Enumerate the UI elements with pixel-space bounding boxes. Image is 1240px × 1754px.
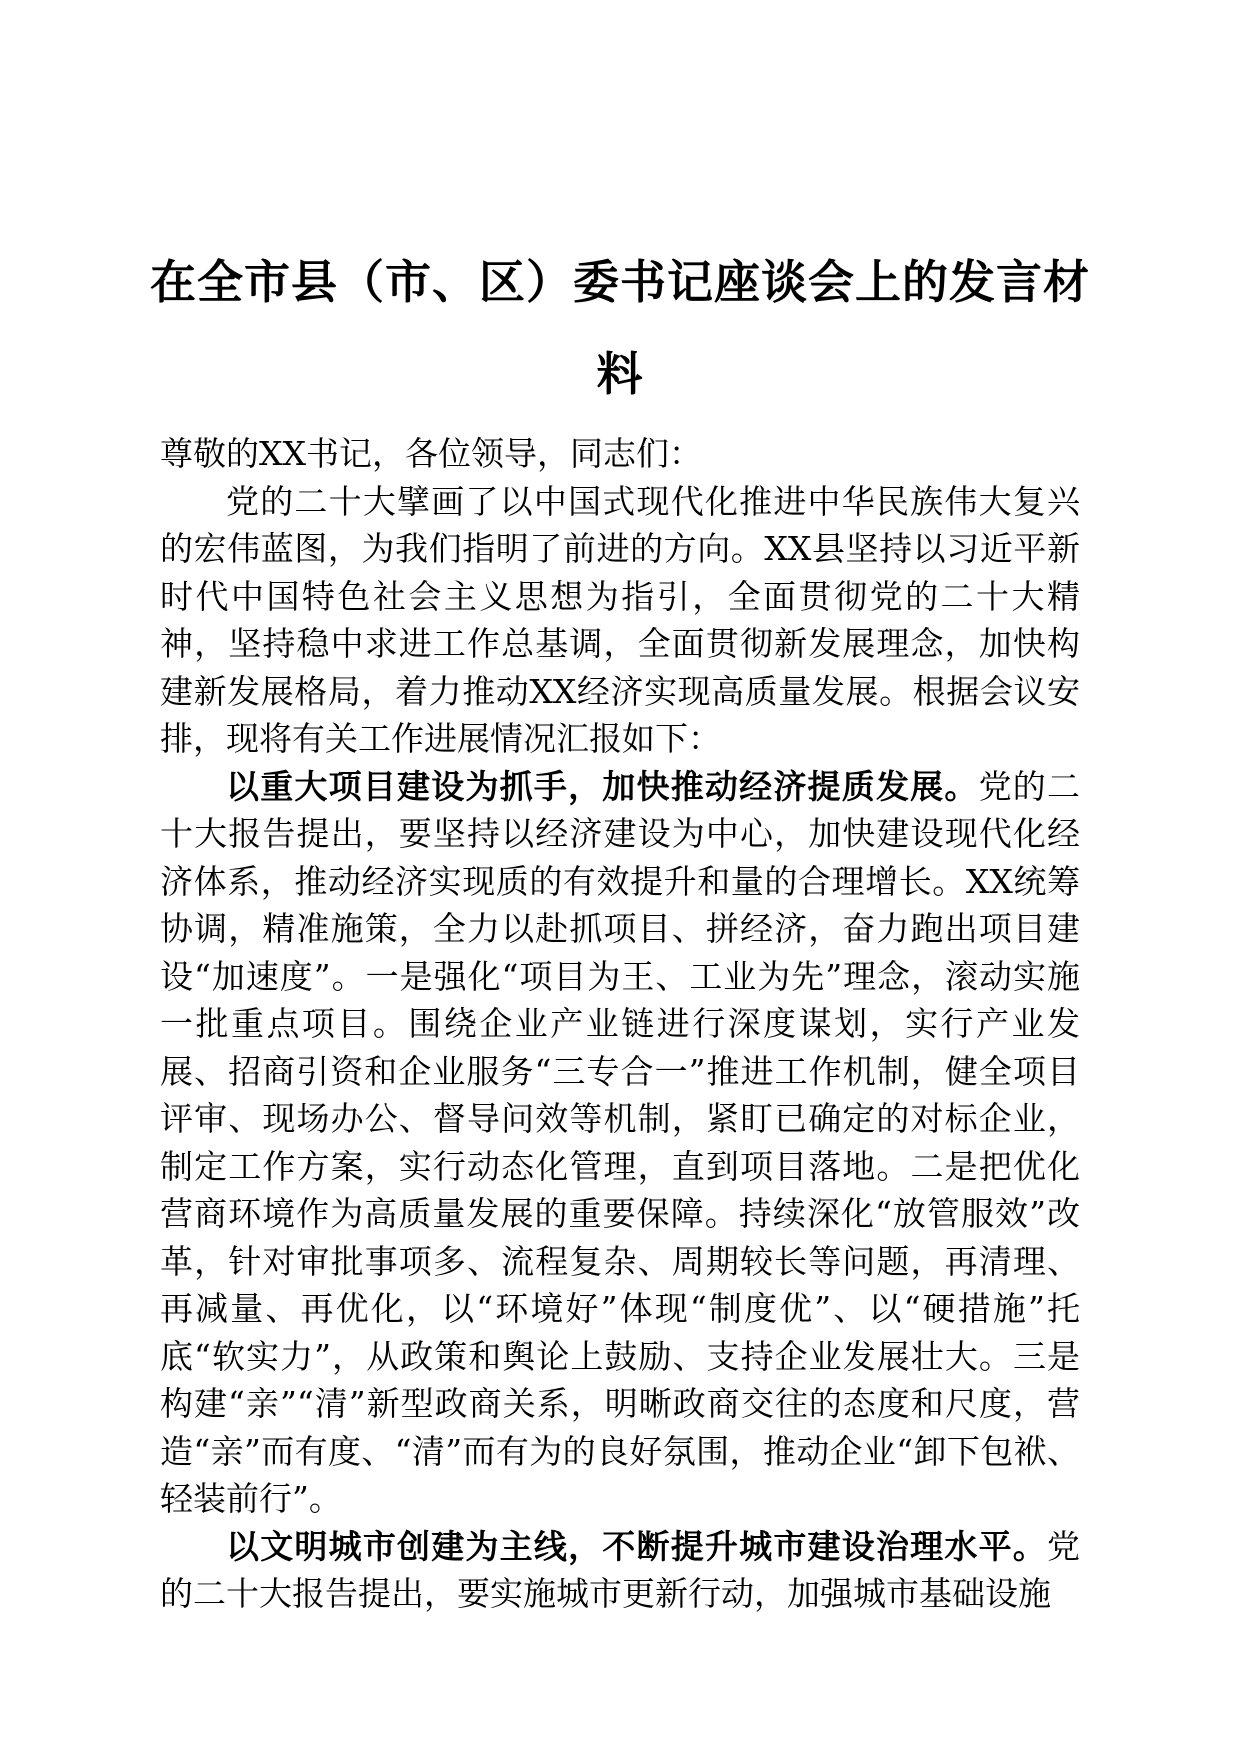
intro-paragraph: 党的二十大擘画了以中国式现代化推进中华民族伟大复兴的宏伟蓝图，为我们指明了前进的方向。XX县坚持以习近平新时代中国特色社会主义思想为指引，全面贯彻党的二十大精神，坚持稳中求进工作总基调，全面贯彻新发展理念，加快构建新发展格局，着力推动XX经济实现高质量发展。根据会议安排，现将有关工作进展情况汇报如下：	[160, 481, 1080, 758]
section-body-2: 党的二十大报告提出，要实施城市更新行动，加强城市基础设施	[160, 1526, 1080, 1613]
document-body	[160, 430, 1080, 1618]
section-paragraph-1	[160, 763, 1080, 1523]
section-paragraph-2	[160, 1523, 1080, 1618]
section-body-1: 党的二十大报告提出，要坚持以经济建设为中心，加快建设现代化经济体系，推动经济实现质的有效提升和量的合理增长。XX统筹协调，精准施策，全力以赴抓项目、拼经济，奋力跑出项目建设“加速度”。一是强化“项目为王、工业为先”理念，滚动实施一批重点项目。围绕企业产业链进行深度谋划，实行产业发展、招商引资和企业服务“三专合一”推进工作机制，健全项目评审、现场办公、督导问效等机制，紧盯已确定的对标企业，制定工作方案，实行动态化管理，直到项目落地。二是把优化营商环境作为高质量发展的重要保障。持续深化“放管服效”改革，针对审批事项多、流程复杂、周期较长等问题，再清理、再减量、再优化，以“环境好”体现“制度优”、以“硬措施”托底“软实力”，从政策和舆论上鼓励、支持企业发展壮大。三是构建“亲”“清”新型政商关系，明晰政商交往的态度和尺度，营造“亲”而有度、“清”而有为的良好氛围，推动企业“卸下包袱、轻装前行”。	[160, 766, 1081, 1518]
salutation: 尊敬的XX书记，各位领导，同志们：	[160, 434, 702, 473]
section-heading-2: 以文明城市创建为主线，不断提升城市建设治理水平。	[226, 1526, 1047, 1566]
section-heading-1: 以重大项目建设为抓手，加快推动经济提质发展。	[226, 766, 979, 806]
document-title: 在全市县（市、区）委书记座谈会上的发言材料	[150, 255, 1090, 401]
